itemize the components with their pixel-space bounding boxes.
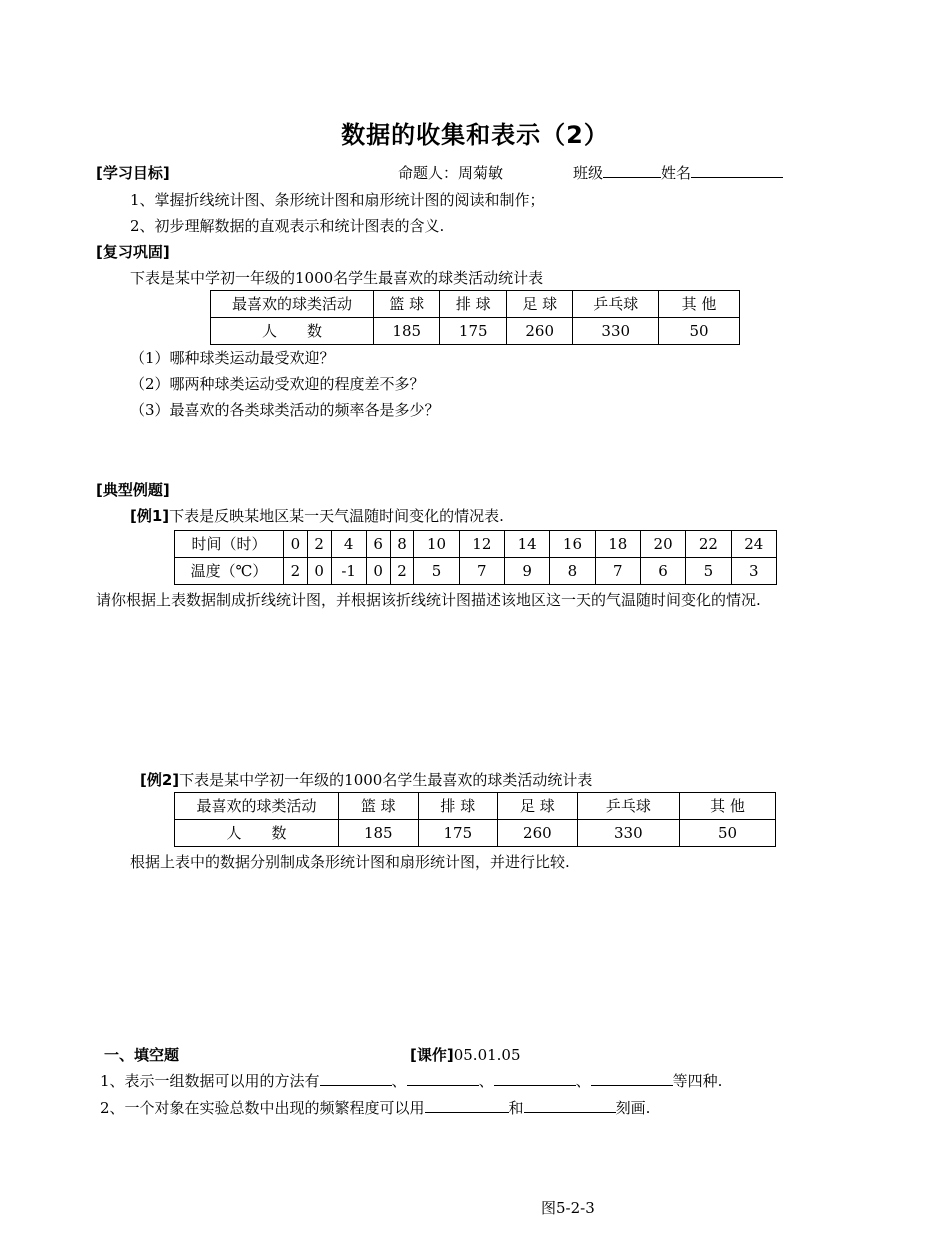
homework-date: 05.01.05 [453,1046,521,1064]
table-cell: 2 [284,558,308,585]
table-cell: 最喜欢的球类活动 [211,291,374,318]
table-cell: 乒乓球 [573,291,659,318]
example-2-tag: [例2] [140,771,180,789]
answer-blank[interactable] [407,1071,479,1086]
table-cell: 0 [307,558,331,585]
table-cell: 330 [573,318,659,345]
question-2 [100,1098,650,1118]
homework-line [410,1045,521,1065]
example-2-task: 根据上表中的数据分别制成条形统计图和扇形统计图，并进行比较. [130,853,570,871]
answer-blank[interactable] [425,1098,509,1113]
table-cell: 其 他 [659,291,740,318]
table-cell: 5 [686,558,731,585]
question-2-mid: 和 [508,1099,524,1117]
table-cell: 50 [680,820,776,847]
goal-label: [学习目标] [96,164,170,182]
table-cell: 人 数 [175,820,339,847]
review-question-2: （2）哪两种球类运动受欢迎的程度差不多？ [130,375,425,393]
separator: 、 [478,1072,494,1090]
answer-blank[interactable] [494,1071,576,1086]
table-cell: 7 [459,558,504,585]
table-cell: 6 [640,558,685,585]
table-cell: -1 [331,558,366,585]
table-cell: 330 [577,820,679,847]
table-row [211,291,740,318]
example-1-tag: [例1] [130,507,170,525]
table-cell: 16 [550,531,595,558]
question-1-end: 等四种. [672,1072,723,1090]
table-cell: 时间（时） [175,531,284,558]
table-cell: 篮 球 [339,793,419,820]
goal-item-1: 1、掌握折线统计图、条形统计图和扇形统计图的阅读和制作； [130,191,545,209]
examples-label: [典型例题] [96,481,170,499]
class-blank [603,163,661,178]
table-cell: 18 [595,531,640,558]
table-cell: 人 数 [211,318,374,345]
table-cell: 2 [307,531,331,558]
table-cell: 14 [504,531,549,558]
answer-blank[interactable] [591,1071,673,1086]
answer-blank[interactable] [320,1071,392,1086]
review-question-3: （3）最喜欢的各类球类活动的频率各是多少？ [130,401,440,419]
question-2-text: 2、一个对象在实验总数中出现的频繁程度可以用 [100,1099,425,1117]
table-cell: 6 [366,531,390,558]
table-cell: 足 球 [498,793,578,820]
goal-item-2: 2、初步理解数据的直观表示和统计图表的含义. [130,217,445,235]
table-cell: 260 [506,318,572,345]
table-cell: 10 [414,531,459,558]
ball-sports-table [174,792,776,847]
name-blank [691,163,783,178]
example-1-text: 下表是反映某地区某一天气温随时间变化的情况表. [169,507,504,525]
figure-caption: 图5-2-3 [541,1199,595,1217]
table-cell: 185 [374,318,440,345]
table-cell: 8 [390,531,414,558]
table-cell: 9 [504,558,549,585]
table-row [175,793,776,820]
table-cell: 篮 球 [374,291,440,318]
table-cell: 8 [550,558,595,585]
table-cell: 3 [731,558,776,585]
separator: 、 [575,1072,591,1090]
question-1-text: 1、表示一组数据可以用的方法有 [100,1072,320,1090]
table-cell: 50 [659,318,740,345]
answer-blank[interactable] [524,1098,616,1113]
table-cell: 260 [498,820,578,847]
table-cell: 4 [331,531,366,558]
table-cell: 其 他 [680,793,776,820]
table-cell: 乒乓球 [577,793,679,820]
table-cell: 足 球 [506,291,572,318]
table-cell: 175 [418,820,498,847]
table-cell: 0 [366,558,390,585]
review-table [210,290,740,345]
question-2-end: 刻画. [615,1099,651,1117]
table-cell: 0 [284,531,308,558]
author-text: 命题人：周菊敏 [398,164,504,182]
review-label: [复习巩固] [96,243,170,261]
table-row [175,558,777,585]
example-2-text: 下表是某中学初一年级的1000名学生最喜欢的球类活动统计表 [179,771,593,789]
table-cell: 排 球 [418,793,498,820]
table-cell: 5 [414,558,459,585]
homework-label: [课作] [410,1046,454,1064]
table-cell: 12 [459,531,504,558]
table-cell: 24 [731,531,776,558]
class-label: 班级 [573,164,604,182]
review-question-1: （1）哪种球类运动最受欢迎？ [130,349,335,367]
temperature-table [174,530,777,585]
example-1-task: 请你根据上表数据制成折线统计图，并根据该折线统计图描述该地区这一天的气温随时间变化的情况. [96,591,761,609]
table-cell: 2 [390,558,414,585]
table-cell: 最喜欢的球类活动 [175,793,339,820]
table-cell: 185 [339,820,419,847]
review-intro: 下表是某中学初一年级的1000名学生最喜欢的球类活动统计表 [130,269,544,287]
table-row [211,318,740,345]
class-field [573,163,783,183]
table-cell: 22 [686,531,731,558]
fill-in-section-title: 一、填空题 [104,1046,180,1064]
example-2-line [140,770,592,790]
name-label: 姓名 [661,164,692,182]
table-cell: 7 [595,558,640,585]
separator: 、 [391,1072,407,1090]
table-cell: 排 球 [440,291,506,318]
table-cell: 175 [440,318,506,345]
table-cell: 20 [640,531,685,558]
question-1 [100,1071,722,1091]
table-row [175,531,777,558]
page-title: 数据的收集和表示（2） [341,121,609,149]
table-row [175,820,776,847]
example-1-line [130,506,504,526]
table-cell: 温度（℃） [175,558,284,585]
